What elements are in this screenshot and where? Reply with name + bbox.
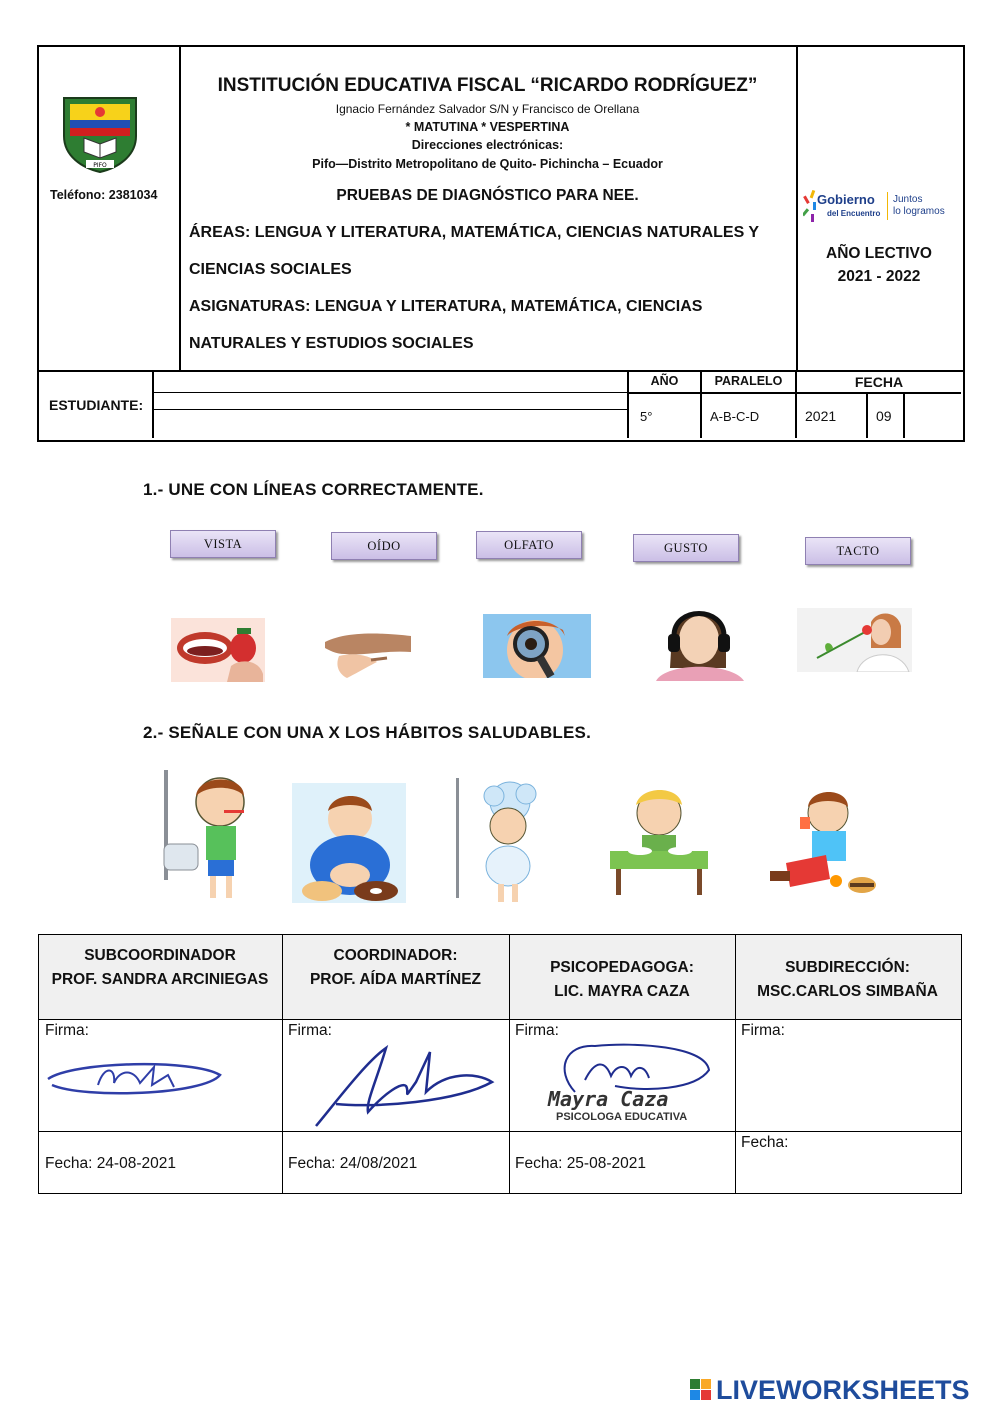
student-name-field[interactable] bbox=[155, 372, 625, 436]
signer-3-date: Fecha: 25-08-2021 bbox=[515, 1155, 646, 1172]
year-value: 5° bbox=[640, 409, 653, 424]
woman-smelling-flower-image[interactable] bbox=[797, 608, 912, 672]
areas-line-2: CIENCIAS SOCIALES bbox=[189, 261, 352, 278]
girl-showering-image[interactable] bbox=[452, 776, 556, 904]
boy-eating-sweets-image[interactable] bbox=[292, 783, 406, 903]
signer-1-role: SUBCOORDINADOR bbox=[84, 947, 236, 964]
date-month-value: 09 bbox=[876, 408, 892, 424]
date-year-value: 2021 bbox=[805, 408, 837, 424]
signer-3-role: PSICOPEDAGOGA: bbox=[550, 959, 694, 976]
subjects-line-1: ASIGNATURAS: LENGUA Y LITERATURA, MATEMÁTICA, CIENCIAS bbox=[189, 298, 703, 315]
signer-1-name: PROF. SANDRA ARCINIEGAS bbox=[51, 971, 269, 988]
boy-magnifying-glass-image[interactable] bbox=[483, 614, 591, 678]
boy-brushing-teeth-image[interactable] bbox=[162, 766, 258, 902]
signature-1 bbox=[44, 1055, 224, 1103]
school-location: Pifo—Distrito Metropolitano de Quito- Pichincha – Ecuador bbox=[312, 157, 663, 171]
school-shifts: * MATUTINA * VESPERTINA bbox=[405, 120, 570, 134]
liveworksheets-logo[interactable]: LIVEWORKSHEETS bbox=[690, 1375, 990, 1405]
date-label: FECHA bbox=[854, 374, 904, 390]
signer-3-name: LIC. MAYRA CAZA bbox=[554, 983, 690, 1000]
year-label: AÑO bbox=[650, 374, 679, 388]
question-1-prompt: 1.- UNE CON LÍNEAS CORRECTAMENTE. bbox=[143, 480, 484, 499]
parallel-label: PARALELO bbox=[714, 374, 783, 388]
signer-1-date: Fecha: 24-08-2021 bbox=[45, 1155, 176, 1172]
phone-number: Teléfono: 2381034 bbox=[50, 188, 158, 202]
boy-eating-junk-food-image[interactable] bbox=[766, 783, 886, 903]
date-day-field[interactable] bbox=[905, 395, 960, 436]
school-crest-logo bbox=[58, 92, 142, 174]
girl-headphones-image[interactable] bbox=[646, 598, 752, 681]
subjects-line-2: NATURALES Y ESTUDIOS SOCIALES bbox=[189, 335, 474, 352]
school-year-label: AÑO LECTIVO bbox=[826, 245, 932, 262]
school-name: INSTITUCIÓN EDUCATIVA FISCAL “RICARDO RODRÍGUEZ” bbox=[217, 75, 758, 96]
signer-2-name: PROF. AÍDA MARTÍNEZ bbox=[309, 971, 482, 988]
stamp-name: Mayra Caza bbox=[548, 1087, 669, 1111]
signer-3-firma-label: Firma: bbox=[515, 1022, 559, 1039]
sense-card-oido[interactable]: OÍDO bbox=[331, 532, 437, 560]
school-year-value: 2021 - 2022 bbox=[837, 268, 921, 285]
parallel-value: A-B-C-D bbox=[710, 409, 760, 424]
svg-text:PIFO: PIFO bbox=[93, 162, 107, 169]
signer-4-date: Fecha: bbox=[741, 1134, 789, 1151]
sense-card-olfato[interactable]: OLFATO bbox=[476, 531, 582, 559]
boy-eating-at-table-image[interactable] bbox=[606, 783, 712, 895]
sense-card-vista[interactable]: VISTA bbox=[170, 530, 276, 558]
mouth-eating-strawberry-image[interactable] bbox=[171, 618, 265, 682]
liveworksheets-icon bbox=[690, 1379, 712, 1401]
test-title: PRUEBAS DE DIAGNÓSTICO PARA NEE. bbox=[336, 187, 639, 204]
areas-line-1: ÁREAS: LENGUA Y LITERATURA, MATEMÁTICA, CIENCIAS NATURALES Y bbox=[189, 224, 760, 241]
signer-1-firma-label: Firma: bbox=[45, 1022, 89, 1039]
signature-2 bbox=[306, 1042, 496, 1130]
hands-touching-image[interactable] bbox=[325, 622, 411, 680]
signer-2-role: COORDINADOR: bbox=[333, 947, 458, 964]
student-label: ESTUDIANTE: bbox=[49, 397, 144, 413]
signer-4-role: SUBDIRECCIÓN: bbox=[785, 959, 910, 976]
question-2-prompt: 2.- SEÑALE CON UNA X LOS HÁBITOS SALUDABLES. bbox=[143, 723, 592, 742]
signer-4-firma-label: Firma: bbox=[741, 1022, 785, 1039]
sense-card-tacto[interactable]: TACTO bbox=[805, 537, 911, 565]
sense-card-gusto[interactable]: GUSTO bbox=[633, 534, 739, 562]
signer-4-name: MSC.CARLOS SIMBAÑA bbox=[757, 983, 938, 1000]
stamp-title: PSICOLOGA EDUCATIVA bbox=[556, 1111, 688, 1123]
emails-label: Direcciones electrónicas: bbox=[411, 138, 564, 152]
signer-2-date: Fecha: 24/08/2021 bbox=[288, 1155, 418, 1172]
signer-2-firma-label: Firma: bbox=[288, 1022, 332, 1039]
school-address: Ignacio Fernández Salvador S/N y Francisco de Orellana bbox=[335, 102, 640, 116]
government-logo: Gobierno del Encuentro Juntos lo logramos bbox=[803, 188, 958, 228]
